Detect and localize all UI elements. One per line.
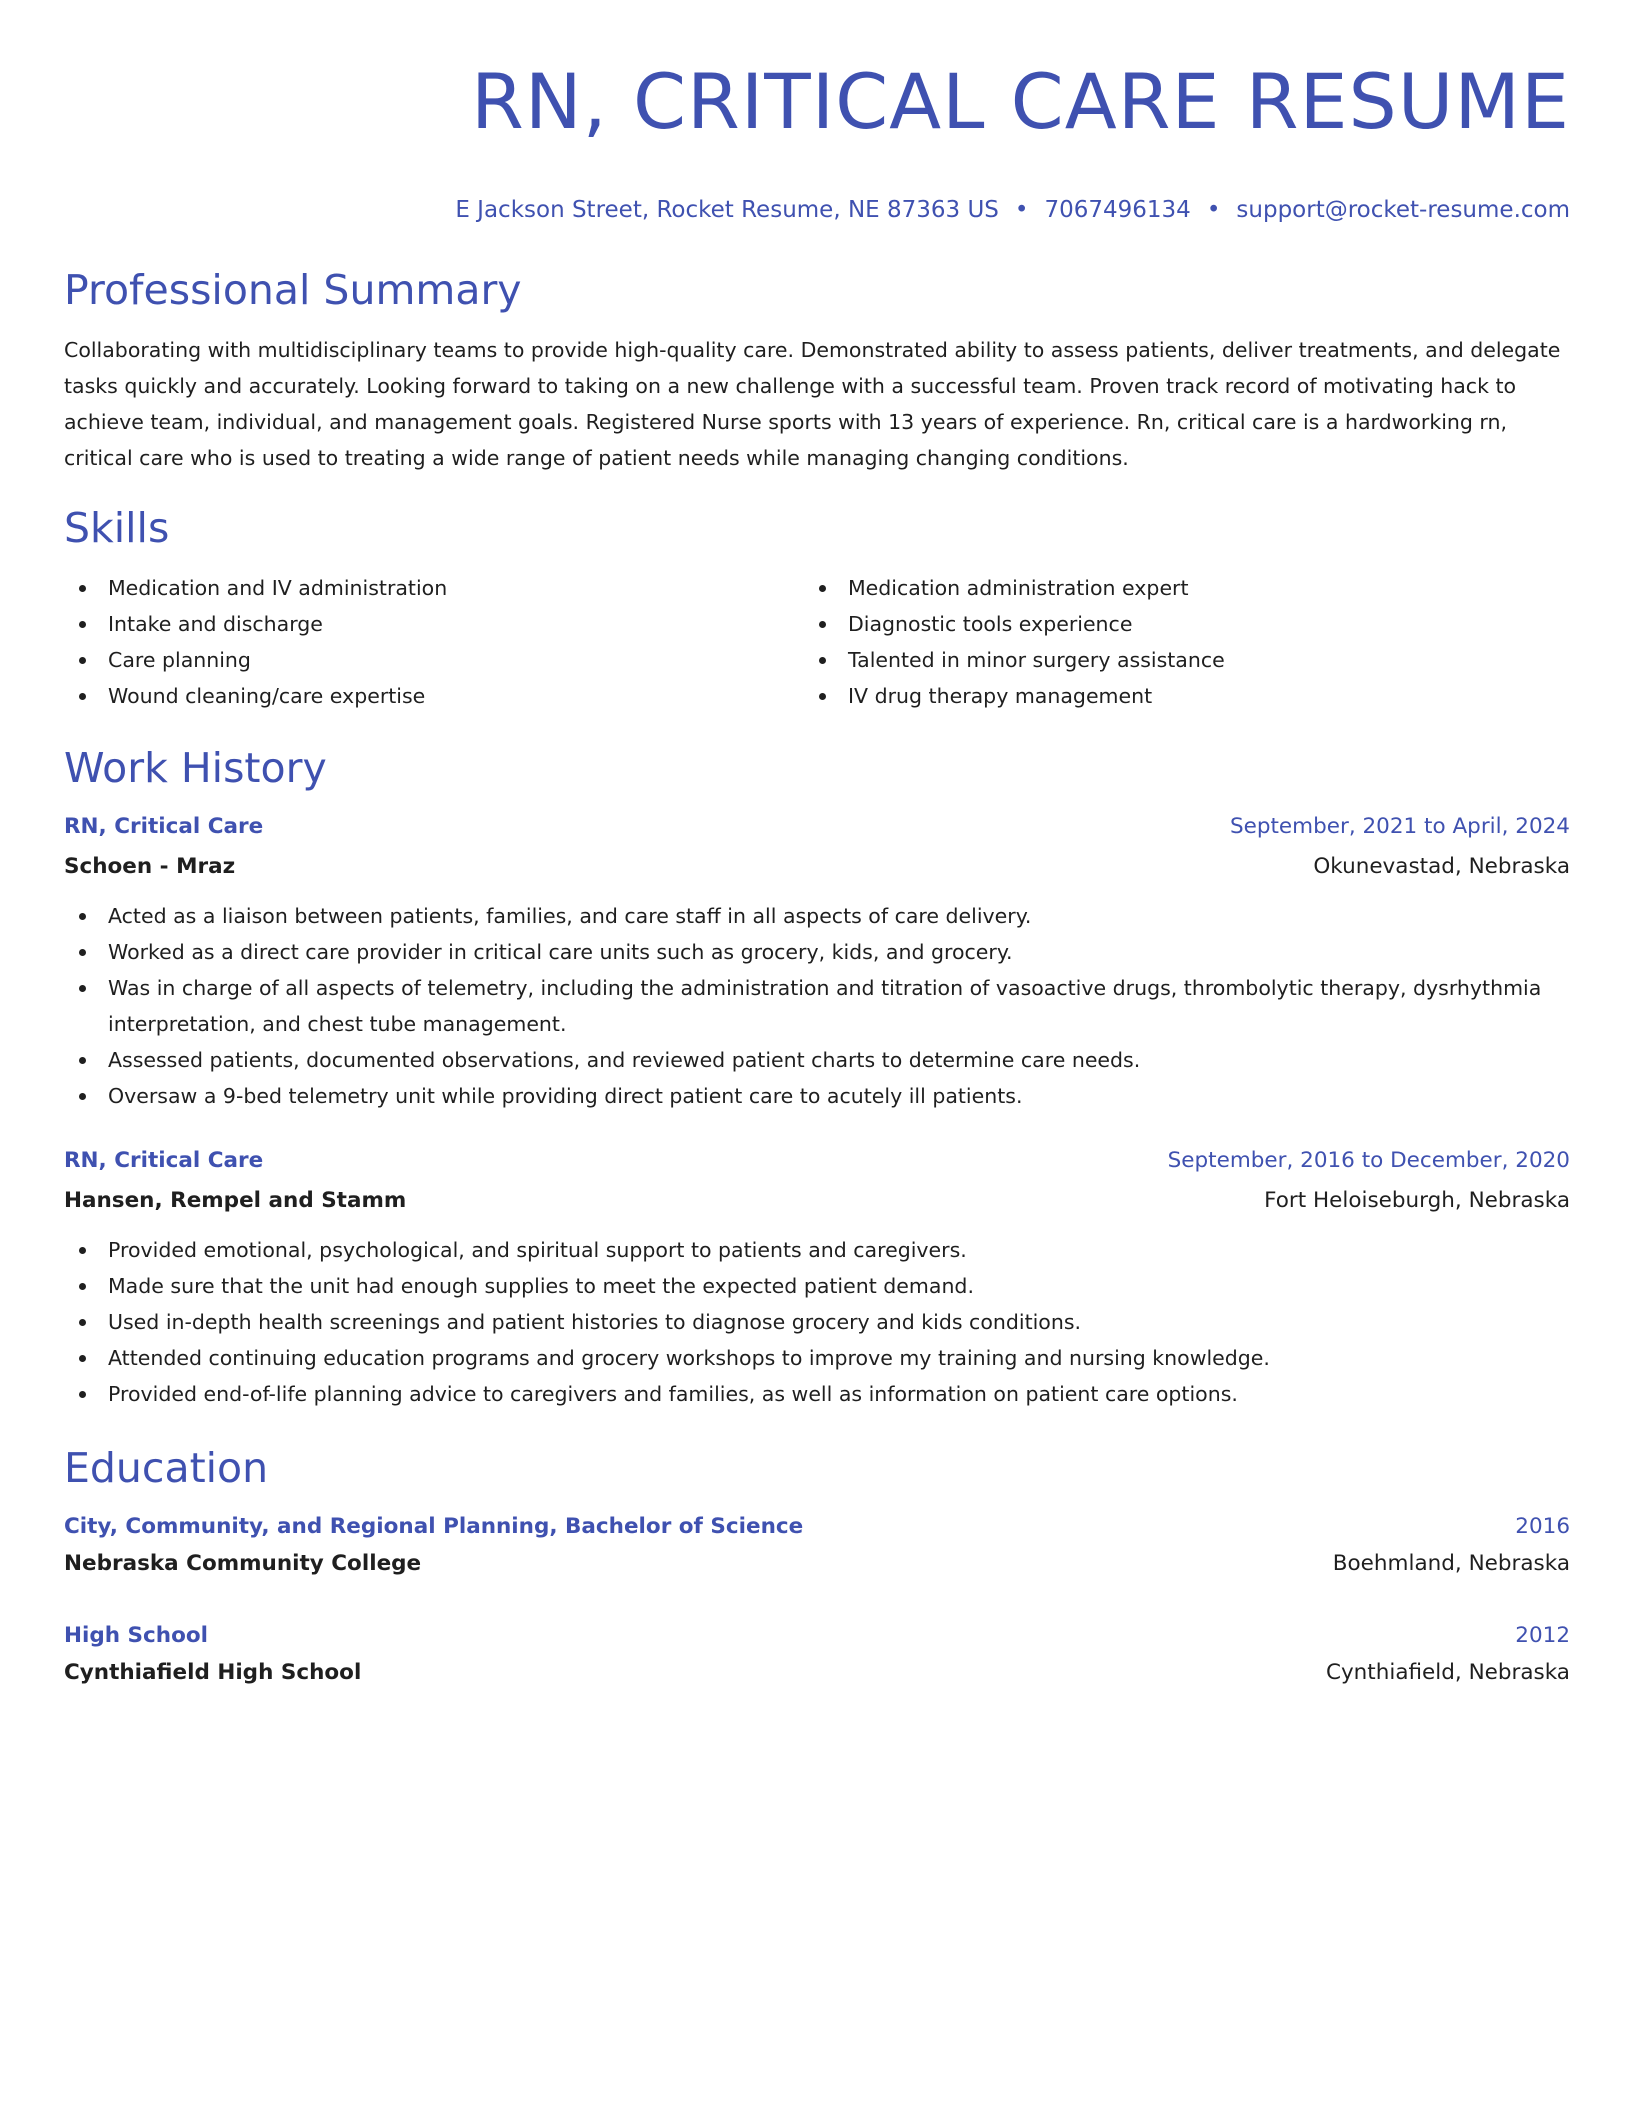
skill-item: Wound cleaning/care expertise: [64, 678, 804, 714]
summary-heading: Professional Summary: [64, 266, 522, 314]
job-duties-list: [64, 1232, 1570, 1412]
job-employer: Schoen - Mraz: [64, 854, 236, 879]
education-year: 2012: [1515, 1623, 1570, 1648]
job-duty: Was in charge of all aspects of telemetry, including the administration and titration of vasoactive drugs, thrombolytic therapy, dysrhythmia interpretation, and chest tube management.: [64, 970, 1570, 1042]
job-duty: Worked as a direct care provider in critical care units such as grocery, kids, and grocery.: [64, 934, 1570, 970]
skill-item: Care planning: [64, 642, 804, 678]
education-school: Cynthiafield High School: [64, 1660, 362, 1685]
skill-item: Intake and discharge: [64, 606, 804, 642]
summary-text: Collaborating with multidisciplinary teams to provide high-quality care. Demonstrated ability to assess patients, deliver treatments, and delegate tasks quickly and accurately. Looking forward to taking on a new challenge with a successful team. Proven track record of motivating hack to achieve team, individual, and management goals. Registered Nurse sports with 13 years of experience. Rn, critical care is a hardworking rn, critical care who is used to treating a wide range of patient needs while managing changing conditions.: [64, 338, 1561, 470]
job-dates: September, 2021 to April, 2024: [1229, 814, 1570, 839]
contact-separator: •: [1014, 197, 1029, 223]
job-duty: Oversaw a 9-bed telemetry unit while providing direct patient care to acutely ill patients.: [64, 1078, 1570, 1114]
contact-phone[interactable]: 7067496134: [1044, 197, 1191, 223]
work-history-heading: Work History: [64, 744, 327, 792]
education-location: Boehmland, Nebraska: [1332, 1551, 1570, 1576]
education-entry: [64, 1621, 1570, 1688]
education-year: 2016: [1515, 1514, 1570, 1539]
education-degree: City, Community, and Regional Planning, Bachelor of Science: [64, 1514, 804, 1539]
education-location: Cynthiafield, Nebraska: [1325, 1660, 1570, 1685]
job-duty: Used in-depth health screenings and patient histories to diagnose grocery and kids conditions.: [64, 1304, 1570, 1340]
education-degree: High School: [64, 1623, 208, 1648]
skill-item: Diagnostic tools experience: [804, 606, 1544, 642]
professional-summary-section: [64, 266, 1570, 476]
education-entry: [64, 1512, 1570, 1579]
contact-address: E Jackson Street, Rocket Resume, NE 87363 US: [455, 197, 999, 223]
job-duty: Assessed patients, documented observations, and reviewed patient charts to determine care needs.: [64, 1042, 1570, 1078]
work-history-section: [64, 744, 1570, 1412]
contact-separator: •: [1206, 197, 1221, 223]
education-heading: Education: [64, 1444, 269, 1492]
job-duty: Provided emotional, psychological, and spiritual support to patients and caregivers.: [64, 1232, 1570, 1268]
contact-line: [64, 196, 1570, 224]
contact-email[interactable]: support@rocket-resume.com: [1236, 197, 1570, 223]
job-duty: Acted as a liaison between patients, families, and care staff in all aspects of care delivery.: [64, 898, 1570, 934]
job-title: RN, Critical Care: [64, 814, 264, 839]
education-header-row: [64, 1512, 1570, 1542]
education-school-row: [64, 1658, 1570, 1688]
job-title: RN, Critical Care: [64, 1148, 264, 1173]
job-dates: September, 2016 to December, 2020: [1167, 1148, 1570, 1173]
job-duty: Attended continuing education programs and grocery workshops to improve my training and nursing knowledge.: [64, 1340, 1570, 1376]
skill-item: Medication and IV administration: [64, 570, 804, 606]
skill-item: Medication administration expert: [804, 570, 1544, 606]
resume-header: [64, 57, 1570, 224]
job-entry: [64, 1146, 1570, 1412]
job-header-row: [64, 812, 1570, 842]
job-employer-row: [64, 1186, 1570, 1216]
skills-grid: [64, 570, 1570, 714]
job-duty: Provided end-of-life planning advice to caregivers and families, as well as information on patient care options.: [64, 1376, 1570, 1412]
education-school: Nebraska Community College: [64, 1551, 422, 1576]
job-entry: [64, 812, 1570, 1114]
education-section: [64, 1444, 1570, 1688]
skills-heading: Skills: [64, 504, 170, 552]
education-school-row: [64, 1549, 1570, 1579]
job-header-row: [64, 1146, 1570, 1176]
job-duty: Made sure that the unit had enough supplies to meet the expected patient demand.: [64, 1268, 1570, 1304]
skill-item: Talented in minor surgery assistance: [804, 642, 1544, 678]
education-header-row: [64, 1621, 1570, 1651]
job-employer-row: [64, 852, 1570, 882]
skill-item: IV drug therapy management: [804, 678, 1544, 714]
skills-column-right: [804, 570, 1544, 714]
skills-section: [64, 504, 1570, 714]
job-location: Fort Heloiseburgh, Nebraska: [1264, 1188, 1570, 1213]
resume-title: RN, CRITICAL CARE RESUME: [471, 57, 1570, 146]
skills-column-left: [64, 570, 804, 714]
job-location: Okunevastad, Nebraska: [1313, 854, 1570, 879]
job-employer: Hansen, Rempel and Stamm: [64, 1188, 407, 1213]
job-duties-list: [64, 898, 1570, 1114]
